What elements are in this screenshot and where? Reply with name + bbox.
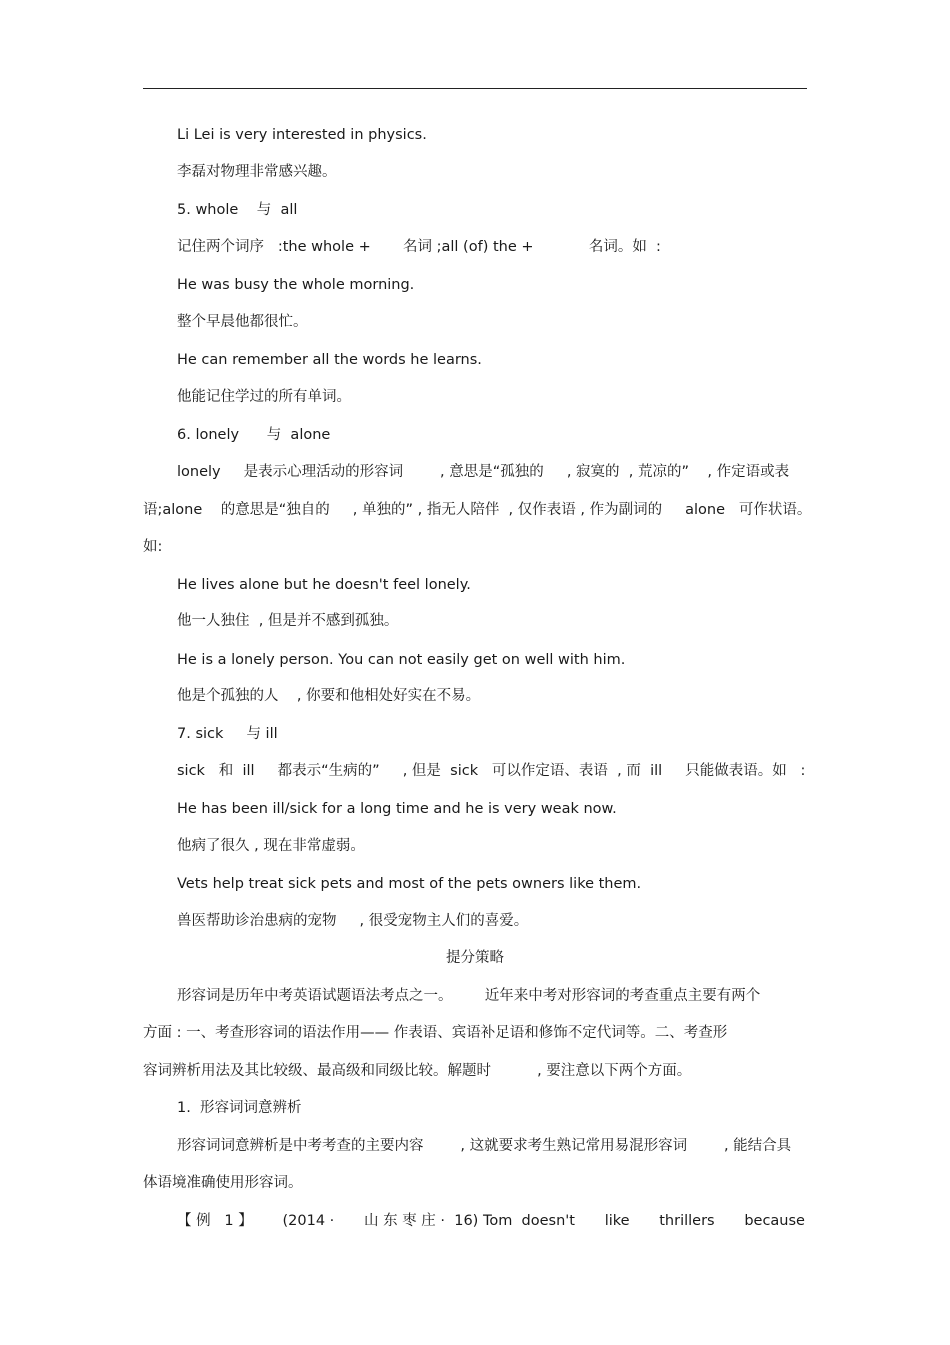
- section-heading: 6. lonely 与 alone: [177, 427, 331, 443]
- example-source-text: 山 东 枣 庄 · 16) Tom doesn't: [363, 1213, 575, 1229]
- text-line: 李磊对物理非常感兴趣。: [177, 164, 337, 180]
- text-line: Li Lei is very interested in physics.: [177, 127, 427, 143]
- section-title: 提分策略: [446, 950, 504, 966]
- section-heading: 7. sick 与 ill: [177, 726, 278, 742]
- text-line: 他一人独住 , 但是并不感到孤独。: [177, 613, 399, 629]
- text-line: 他病了很久 , 现在非常虚弱。: [177, 838, 365, 854]
- section-heading: 5. whole 与 all: [177, 202, 298, 218]
- example-line: [177, 1211, 805, 1231]
- text-line: 方面 : 一、考查形容词的语法作用—— 作表语、宾语补足语和修饰不定代词等。二、考查形: [143, 1025, 728, 1041]
- text-line: He can remember all the words he learns.: [177, 352, 482, 368]
- example-label: 【 例 1 】: [177, 1213, 253, 1229]
- header-rule: [143, 88, 807, 89]
- text-line: 兽医帮助诊治患病的宠物 , 很受宠物主人们的喜爱。: [177, 913, 529, 929]
- text-line: 记住两个词序 :the whole + 名词 ;all (of) the + 名词。如 :: [177, 239, 661, 255]
- text-line: sick 和 ill 都表示“生病的” , 但是 sick 可以作定语、表语 , 而 ill 只能做表语。如 :: [177, 763, 806, 779]
- section-heading: 1. 形容词词意辨析: [177, 1100, 302, 1116]
- text-line: 语;alone 的意思是“独自的 , 单独的” , 指无人陪伴 , 仅作表语 , 作为副词的 alone 可作状语。: [143, 502, 812, 518]
- text-line: 整个早晨他都很忙。: [177, 314, 308, 330]
- text-line: Vets help treat sick pets and most of the pets owners like them.: [177, 876, 642, 892]
- text-line: He was busy the whole morning.: [177, 277, 415, 293]
- text-line: 形容词词意辨析是中考考查的主要内容 , 这就要求考生熟记常用易混形容词 , 能结合具: [177, 1138, 792, 1154]
- example-word: like: [604, 1213, 630, 1229]
- text-line: He has been ill/sick for a long time and he is very weak now.: [177, 801, 617, 817]
- example-source-year: (2014 ·: [282, 1213, 335, 1229]
- text-line: 他能记住学过的所有单词。: [177, 389, 351, 405]
- text-line: He lives alone but he doesn't feel lonely.: [177, 577, 471, 593]
- text-line: He is a lonely person. You can not easily get on well with him.: [177, 652, 626, 668]
- text-line: 他是个孤独的人 , 你要和他相处好实在不易。: [177, 688, 481, 704]
- text-line: 容词辨析用法及其比较级、最高级和同级比较。解题时 , 要注意以下两个方面。: [143, 1063, 692, 1079]
- example-word: thrillers: [659, 1213, 715, 1229]
- text-line: 形容词是历年中考英语试题语法考点之一。 近年来中考对形容词的考查重点主要有两个: [177, 988, 761, 1004]
- text-line: lonely 是表示心理活动的形容词 , 意思是“孤独的 , 寂寞的 , 荒凉的” , 作定语或表: [177, 464, 790, 480]
- text-line: 体语境准确使用形容词。: [143, 1175, 303, 1191]
- text-line: 如:: [143, 539, 163, 555]
- example-word: because: [744, 1213, 805, 1229]
